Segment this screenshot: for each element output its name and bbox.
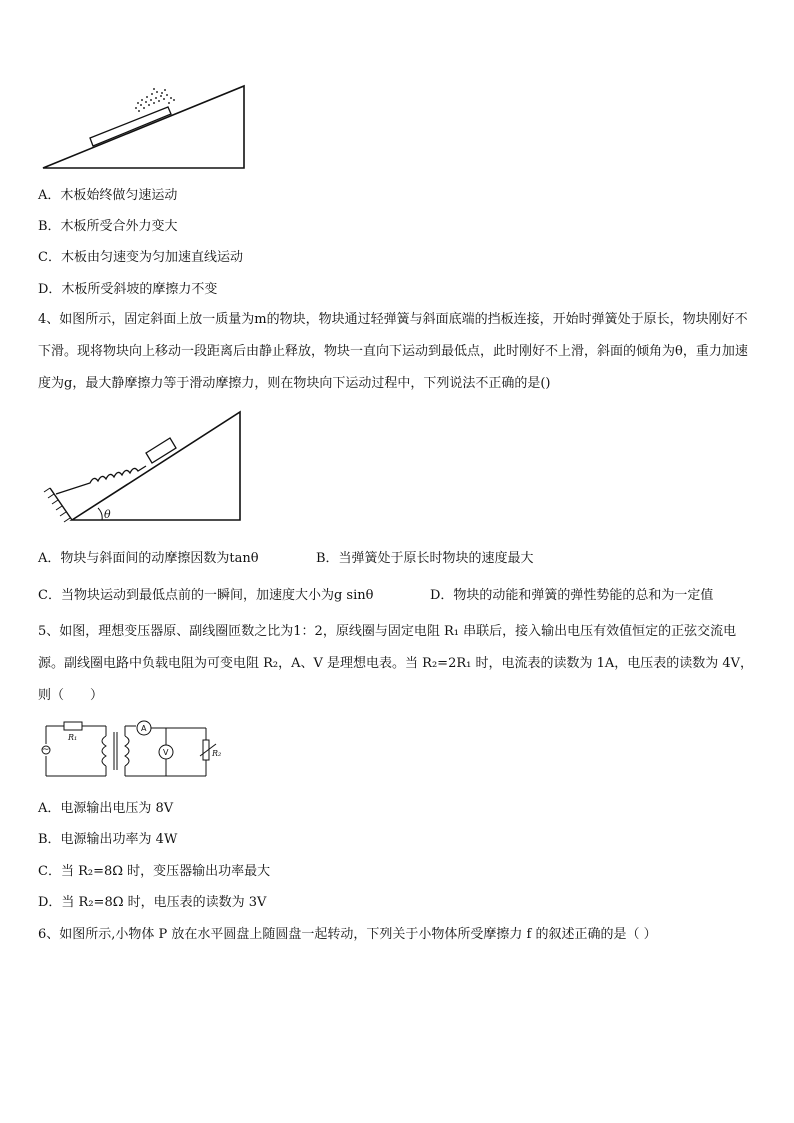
incline-plank-figure	[38, 80, 253, 172]
q5-option-c: C．当 R₂=8Ω 时，变压器输出功率最大	[38, 864, 271, 879]
q5-option-b: B．电源输出功率为 4W	[38, 832, 178, 847]
ammeter-label: A	[141, 724, 147, 733]
q4-option-b: B．当弹簧处于原长时物块的速度最大	[316, 551, 534, 566]
svg-text:~: ~	[42, 745, 50, 755]
spring-block-incline-figure	[42, 408, 252, 526]
q5-stem: 5、如图，理想变压器原、副线圈匝数之比为1：2，原线圈与固定电阻 R₁ 串联后，接入输出电压有效值恒定的正弦交流电源。副线圈电路中负载电阻为可变电阻 R₂，A、V 是理想电表。当 R₂=2R₁ 时，电流表的读数为 1A，电压表的读数为 4V，则（ ）	[38, 624, 754, 703]
voltmeter-label: V	[163, 748, 169, 757]
q3-option-c: C．木板由匀速变为匀加速直线运动	[38, 250, 243, 265]
q4-stem: 4、如图所示，固定斜面上放一质量为m的物块，物块通过轻弹簧与斜面底端的挡板连接，开始时弹簧处于原长，物块刚好不下滑。现将物块向上移动一段距离后由静止释放，物块一直向下运动到最低点，此时刚好不上滑，斜面的倾角为θ，重力加速度为g，最大静摩擦力等于滑动摩擦力，则在物块向下运动过程中，下列说法不正确的是()	[38, 312, 748, 391]
q5-option-d: D．当 R₂=8Ω 时，电压表的读数为 3V	[38, 895, 267, 910]
q3-option-a: A．木板始终做匀速运动	[38, 188, 178, 203]
q3-option-d: D．木板所受斜坡的摩擦力不变	[38, 282, 218, 297]
q4-option-c: C．当物块运动到最低点前的一瞬间，加速度大小为g sinθ	[38, 588, 374, 603]
q3-option-b: B．木板所受合外力变大	[38, 219, 178, 234]
q4-option-d: D．物块的动能和弹簧的弹性势能的总和为一定值	[430, 588, 714, 603]
transformer-circuit-figure	[38, 718, 230, 782]
angle-theta-label: θ	[104, 508, 111, 521]
q5-option-a: A．电源输出电压为 8V	[38, 801, 174, 816]
q6-stem: 6、如图所示,小物体 P 放在水平圆盘上随圆盘一起转动，下列关于小物体所受摩擦力 f 的叙述正确的是（ ）	[38, 927, 657, 942]
q4-option-a: A．物块与斜面间的动摩擦因数为tanθ	[38, 551, 259, 566]
r2-label: R₂	[212, 749, 222, 758]
r1-label: R₁	[68, 733, 78, 742]
